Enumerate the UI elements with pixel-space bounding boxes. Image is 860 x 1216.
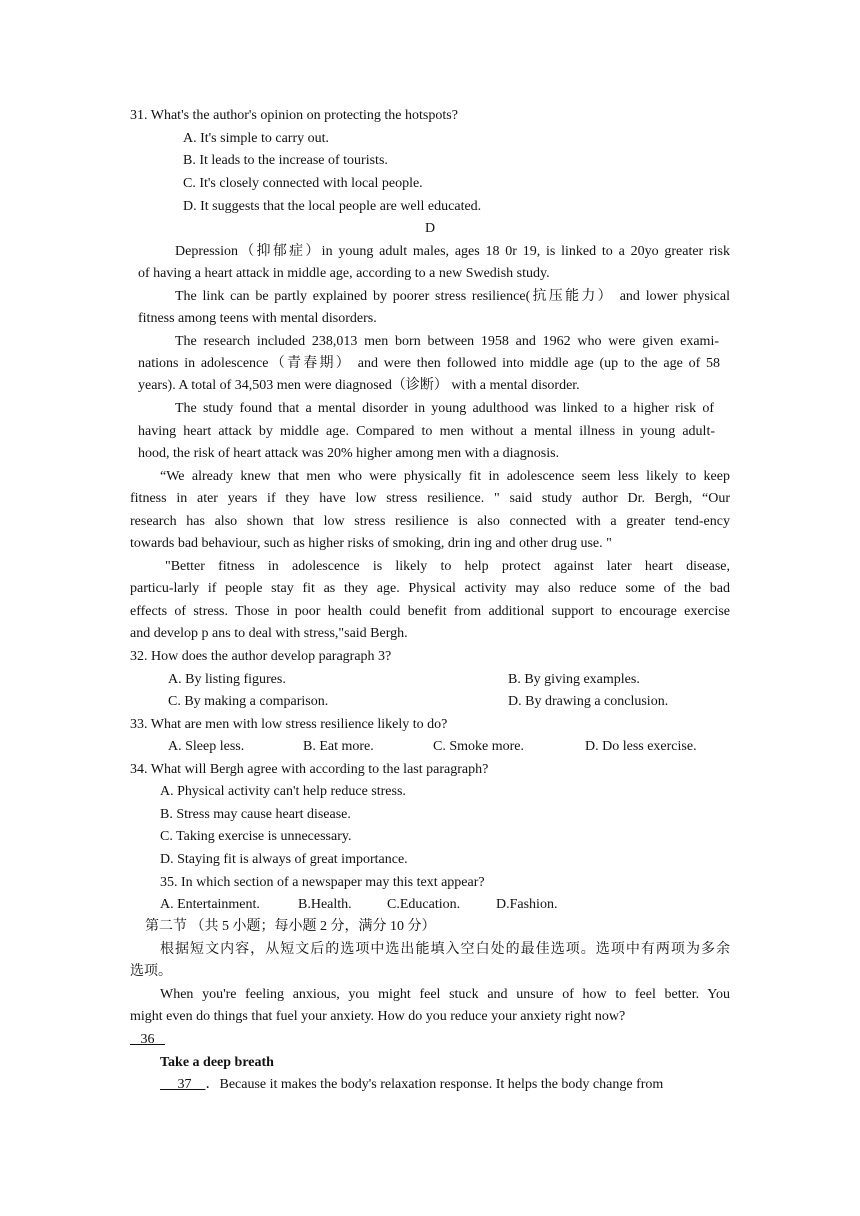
p3-line-3: years). A total of 34,503 men were diagnosed（诊断） with a mental disorder. [138, 378, 580, 393]
q31-option-d: D. It suggests that the local people are well educated. [183, 199, 482, 214]
p6-line-1: "Better fitness in adolescence is likely to help protect against later heart disease, [165, 559, 730, 574]
q35-option-a: A. Entertainment. [160, 897, 260, 912]
q32-option-c: C. By making a comparison. [168, 694, 329, 709]
q35-option-c: C.Education. [387, 897, 461, 912]
p3-line-1: The research included 238,013 men born between 1958 and 1962 who were given exami- [175, 334, 719, 349]
q33-option-a: A. Sleep less. [168, 739, 245, 754]
p2-line-1: The link can be partly explained by poorer stress resilience(抗压能力） and lower physical [175, 289, 730, 304]
p5-line-1: “We already knew that men who were physically fit in adolescence seem less likely to keep [160, 469, 730, 484]
q34-option-a: A. Physical activity can't help reduce stress. [160, 784, 406, 799]
p5-line-4: towards bad behaviour, such as higher risks of smoking, drin ing and other drug use. " [130, 536, 612, 551]
q34-option-d: D. Staying fit is always of great importance. [160, 852, 408, 867]
blank-37 [160, 1077, 206, 1092]
q33-stem: 33. What are men with low stress resilience likely to do? [130, 717, 448, 732]
p6-line-3: effects of stress. Those in poor health could benefit from additional support to encourage exercise [130, 604, 730, 619]
intro-line-1: When you're feeling anxious, you might feel stuck and unsure of how to feel better. You [160, 987, 730, 1002]
q34-option-c: C. Taking exercise is unnecessary. [160, 829, 352, 844]
q34-option-b: B. Stress may cause heart disease. [160, 807, 351, 822]
q33-option-d: D. Do less exercise. [585, 739, 697, 754]
p1-line-1: Depression（抑郁症）in young adult males, ages 18 0r 19, is linked to a 20yo greater risk [175, 244, 730, 259]
q31-option-a: A. It's simple to carry out. [183, 131, 329, 146]
p5-line-2: fitness in ater years if they have low stress resilience. " said study author Dr. Bergh, “Our [130, 491, 730, 506]
q32-option-d: D. By drawing a conclusion. [508, 694, 669, 709]
line-37-text: ．Because it makes the body's relaxation response. It helps the body change from [205, 1077, 664, 1092]
p4-line-1: The study found that a mental disorder in young adulthood was linked to a higher risk of [175, 401, 714, 416]
q33-option-c: C. Smoke more. [433, 739, 524, 754]
q35-option-b: B.Health. [298, 897, 352, 912]
p5-line-3: research has also shown that low stress resilience is also connected with a greater tend-ency [130, 514, 730, 529]
blank-36 [130, 1031, 165, 1049]
intro-line-2: might even do things that fuel your anxiety. How do you reduce your anxiety right now? [130, 1009, 626, 1024]
subheading-deep-breath: Take a deep breath [160, 1055, 274, 1070]
p1-line-2: of having a heart attack in middle age, according to a new Swedish study. [138, 266, 550, 281]
q32-option-a: A. By listing figures. [168, 672, 286, 687]
q31-option-b: B. It leads to the increase of tourists. [183, 153, 388, 168]
q32-stem: 32. How does the author develop paragraph 3? [130, 649, 392, 664]
q34-stem: 34. What will Bergh agree with according to the last paragraph? [130, 762, 489, 777]
p4-line-2: having heart attack by middle age. Compared to men without a mental illness in young adult- [138, 424, 715, 439]
p2-line-2: fitness among teens with mental disorders. [138, 311, 377, 326]
q31-option-c: C. It's closely connected with local people. [183, 176, 423, 191]
q33-option-b: B. Eat more. [303, 739, 374, 754]
passage-heading: D [425, 221, 436, 236]
q32-option-b: B. By giving examples. [508, 672, 640, 687]
q31-stem: 31. What's the author's opinion on protecting the hotspots? [130, 108, 458, 123]
p4-line-3: hood, the risk of heart attack was 20% higher among men with a diagnosis. [138, 446, 560, 461]
blank-36-number: 36 [140, 1032, 155, 1047]
section2-title: 第二节 （共 5 小题；每小题 2 分，满分 10 分） [145, 919, 436, 934]
section2-instruction-1: 根据短文内容，从短文后的选项中选出能填入空白处的最佳选项。选项中有两项为多余 [160, 942, 730, 957]
blank-37-number: 37 [177, 1077, 192, 1092]
p6-line-2: particu-larly if people stay fit as they age. Physical activity may also reduce some of the bad [130, 581, 730, 596]
q35-stem: 35. In which section of a newspaper may this text appear? [160, 875, 485, 890]
line-37 [160, 1076, 663, 1094]
p3-line-2: nations in adolescence（青春期） and were then followed into middle age (up to the age of 58 [138, 356, 720, 371]
q35-option-d: D.Fashion. [496, 897, 558, 912]
section2-instruction-2: 选项。 [130, 964, 172, 979]
p6-line-4: and develop p ans to deal with stress,"said Bergh. [130, 626, 408, 641]
